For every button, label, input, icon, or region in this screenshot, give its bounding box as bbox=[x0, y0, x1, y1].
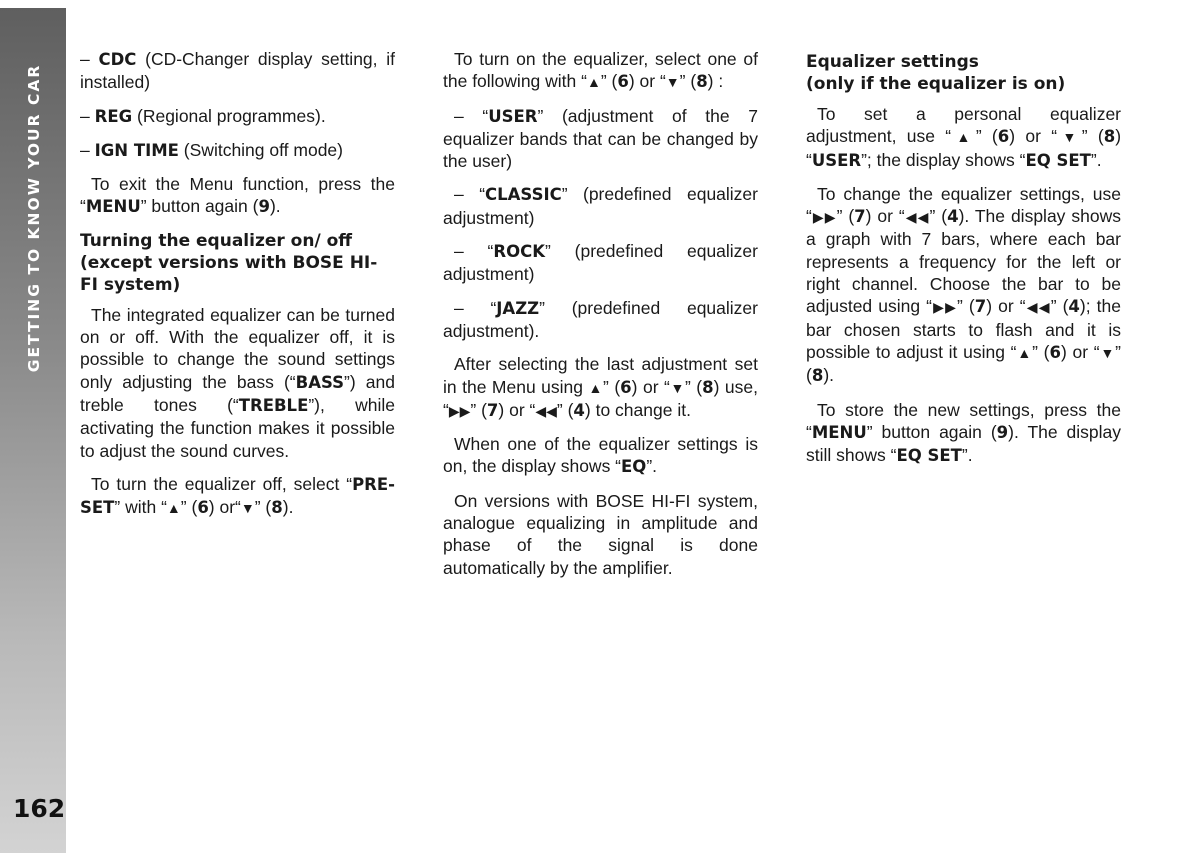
up-arrow-icon: ▲ bbox=[166, 500, 181, 517]
fast-forward-icon: ▶▶ bbox=[811, 209, 837, 226]
set-personal-paragraph: To set a personal equalizer adjustment, use “▲” (6) or “▼” (8) “USER”; the display shows “EQ SET”. bbox=[806, 104, 1122, 170]
rock-option: – “ROCK” (predefined equalizer adjustment) bbox=[443, 241, 758, 285]
down-arrow-icon: ▼ bbox=[665, 74, 680, 91]
eq-display-paragraph: When one of the equalizer settings is on, the display shows “EQ”. bbox=[443, 434, 758, 477]
store-settings-paragraph: To store the new settings, press the “MENU” button again (9). The display still shows “EQ SET”. bbox=[806, 399, 1121, 466]
column-2 bbox=[443, 48, 758, 590]
equalizer-settings-heading: Equalizer settings (only if the equalizer is on) bbox=[806, 52, 1066, 94]
down-arrow-icon: ▼ bbox=[1057, 129, 1082, 146]
bose-paragraph: On versions with BOSE HI-FI system, analogue equalizing in amplitude and phase of the signal is done automatically by the amplifier. bbox=[443, 490, 758, 578]
up-arrow-icon: ▲ bbox=[1016, 344, 1033, 361]
integrated-equalizer-paragraph: The integrated equalizer can be turned on or off. With the equalizer off, it is possible to change the sound settings only adjusting the bass (“BASS”) and treble tones (“TREBLE”), while activating the function makes it possible to adjust the sound curves. bbox=[80, 304, 395, 461]
change-settings-paragraph: To change the equalizer settings, use “▶▶” (7) or “◀◀” (4). The display shows a graph with 7 bars, where each bar represents a frequency for the left or right channel. Choose the bar to be adjusted using “▶▶” (7) or “◀◀” (4); the bar chosen starts to flash and it is possible to adjust it using “▲” (6) or “▼” (8). bbox=[806, 183, 1121, 386]
jazz-option: – “JAZZ” (predefined equalizer adjustment). bbox=[443, 297, 758, 341]
cdc-item: – CDC (CD-Changer display setting, if installed) bbox=[80, 49, 395, 93]
column-1 bbox=[80, 48, 395, 530]
page-number: 162 bbox=[13, 794, 66, 823]
fast-forward-icon: ▶▶ bbox=[931, 299, 958, 316]
equalizer-off-paragraph: To turn the equalizer off, select “PRE-SET” with “▲” (6) or“▼” (8). bbox=[80, 473, 395, 518]
rewind-icon: ◀◀ bbox=[535, 402, 557, 419]
exit-menu-paragraph: To exit the Menu function, press the “MENU” button again (9). bbox=[80, 174, 395, 217]
turn-on-intro: To turn on the equalizer, select one of the following with “▲” (6) or “▼” (8) : bbox=[443, 49, 758, 92]
down-arrow-icon: ▼ bbox=[240, 500, 255, 517]
up-arrow-icon: ▲ bbox=[951, 129, 976, 146]
sidebar bbox=[0, 8, 66, 853]
user-option: – “USER” (adjustment of the 7 equalizer bands that can be changed by the user) bbox=[443, 105, 758, 172]
up-arrow-icon: ▲ bbox=[588, 379, 603, 396]
column-3 bbox=[806, 48, 1121, 478]
rewind-icon: ◀◀ bbox=[904, 209, 930, 226]
down-arrow-icon: ▼ bbox=[669, 379, 685, 396]
up-arrow-icon: ▲ bbox=[586, 74, 601, 91]
section-title: GETTING TO KNOW YOUR CAR bbox=[25, 63, 43, 373]
fast-forward-icon: ▶▶ bbox=[448, 402, 471, 419]
down-arrow-icon: ▼ bbox=[1099, 344, 1116, 361]
equalizer-on-off-heading: Turning the equalizer on/ off (except versions with BOSE HI-FI system) bbox=[80, 230, 378, 295]
classic-option: – “CLASSIC” (predefined equalizer adjustment) bbox=[443, 184, 758, 228]
ign-item: – IGN TIME (Switching off mode) bbox=[80, 139, 343, 160]
rewind-icon: ◀◀ bbox=[1025, 299, 1051, 316]
after-selecting-paragraph: After selecting the last adjustment set in the Menu using ▲” (6) or “▼” (8) use, “▶▶” (7) or “◀◀” (4) to change it. bbox=[443, 354, 758, 420]
reg-item: – REG (Regional programmes). bbox=[80, 105, 326, 126]
